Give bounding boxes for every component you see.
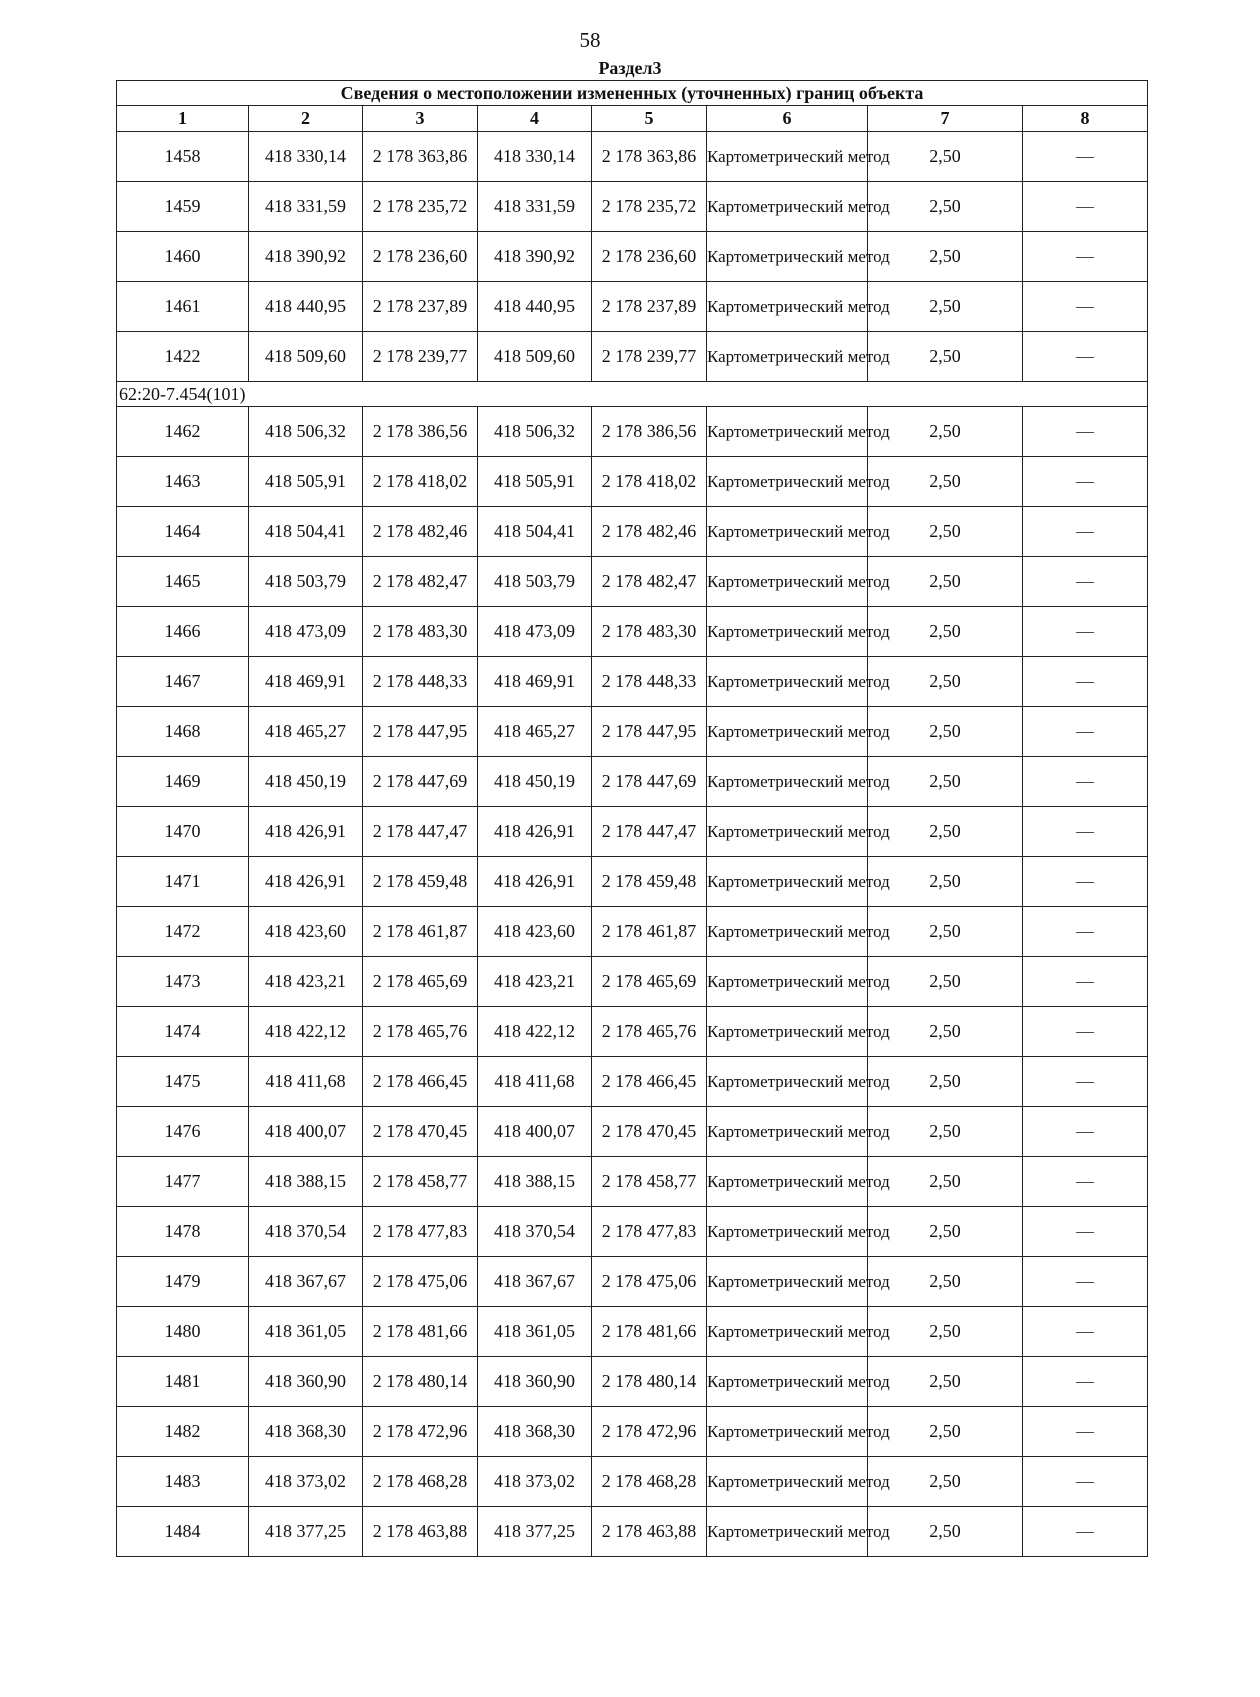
cell-point-number: 1467 — [117, 657, 249, 707]
cell-accuracy: 2,50 — [868, 332, 1023, 382]
cell-accuracy: 2,50 — [868, 1357, 1023, 1407]
cell-accuracy: 2,50 — [868, 282, 1023, 332]
cell-y-new: 2 178 481,66 — [592, 1307, 707, 1357]
table-row — [117, 707, 1148, 757]
cell-x-new: 418 390,92 — [478, 232, 592, 282]
cell-x-existing: 418 360,90 — [249, 1357, 363, 1407]
cell-description: — — [1023, 607, 1148, 657]
cell-x-existing: 418 330,14 — [249, 132, 363, 182]
cell-y-new: 2 178 480,14 — [592, 1357, 707, 1407]
table-row — [117, 507, 1148, 557]
cell-method: Картометрический метод — [707, 1307, 868, 1357]
cell-point-number: 1479 — [117, 1257, 249, 1307]
cell-point-number: 1461 — [117, 282, 249, 332]
cell-description: — — [1023, 1207, 1148, 1257]
cell-x-new: 418 400,07 — [478, 1107, 592, 1157]
table-row — [117, 132, 1148, 182]
cell-description: — — [1023, 1107, 1148, 1157]
cell-y-new: 2 178 465,76 — [592, 1007, 707, 1057]
table-row — [117, 407, 1148, 457]
cell-description: — — [1023, 1007, 1148, 1057]
cell-point-number: 1475 — [117, 1057, 249, 1107]
cell-accuracy: 2,50 — [868, 857, 1023, 907]
cell-y-new: 2 178 447,95 — [592, 707, 707, 757]
cell-accuracy: 2,50 — [868, 1157, 1023, 1207]
cell-x-new: 418 426,91 — [478, 857, 592, 907]
cell-x-new: 418 506,32 — [478, 407, 592, 457]
cell-accuracy: 2,50 — [868, 907, 1023, 957]
cell-x-new: 418 440,95 — [478, 282, 592, 332]
cell-point-number: 1422 — [117, 332, 249, 382]
cell-description: — — [1023, 757, 1148, 807]
table-row — [117, 657, 1148, 707]
cell-x-existing: 418 373,02 — [249, 1457, 363, 1507]
cell-x-existing: 418 411,68 — [249, 1057, 363, 1107]
cell-accuracy: 2,50 — [868, 1207, 1023, 1257]
cell-x-new: 418 469,91 — [478, 657, 592, 707]
cell-description: — — [1023, 907, 1148, 957]
column-number: 8 — [1023, 106, 1148, 132]
cell-x-existing: 418 331,59 — [249, 182, 363, 232]
cell-description: — — [1023, 957, 1148, 1007]
cell-point-number: 1466 — [117, 607, 249, 657]
cell-accuracy: 2,50 — [868, 1507, 1023, 1557]
table-row — [117, 182, 1148, 232]
column-number: 1 — [117, 106, 249, 132]
cell-x-new: 418 426,91 — [478, 807, 592, 857]
cell-accuracy: 2,50 — [868, 557, 1023, 607]
cell-accuracy: 2,50 — [868, 232, 1023, 282]
rows-group-b — [117, 407, 1148, 1557]
cell-x-existing: 418 505,91 — [249, 457, 363, 507]
cell-y-existing: 2 178 447,95 — [363, 707, 478, 757]
cell-description: — — [1023, 332, 1148, 382]
cell-y-existing: 2 178 239,77 — [363, 332, 478, 382]
cell-method: Картометрический метод — [707, 182, 868, 232]
cell-method: Картометрический метод — [707, 857, 868, 907]
cell-x-new: 418 360,90 — [478, 1357, 592, 1407]
cell-x-new: 418 411,68 — [478, 1057, 592, 1107]
cell-x-existing: 418 422,12 — [249, 1007, 363, 1057]
cell-point-number: 1470 — [117, 807, 249, 857]
table-row — [117, 1207, 1148, 1257]
page-number: 58 — [579, 28, 601, 52]
cell-x-new: 418 503,79 — [478, 557, 592, 607]
cell-x-new: 418 504,41 — [478, 507, 592, 557]
cell-method: Картометрический метод — [707, 1507, 868, 1557]
column-number: 4 — [478, 106, 592, 132]
cell-x-new: 418 505,91 — [478, 457, 592, 507]
cell-method: Картометрический метод — [707, 232, 868, 282]
cell-accuracy: 2,50 — [868, 657, 1023, 707]
cell-accuracy: 2,50 — [868, 407, 1023, 457]
cell-method: Картометрический метод — [707, 957, 868, 1007]
cell-x-existing: 418 367,67 — [249, 1257, 363, 1307]
cell-y-new: 2 178 477,83 — [592, 1207, 707, 1257]
cell-x-existing: 418 423,21 — [249, 957, 363, 1007]
cell-accuracy: 2,50 — [868, 957, 1023, 1007]
cell-y-existing: 2 178 236,60 — [363, 232, 478, 282]
cell-point-number: 1462 — [117, 407, 249, 457]
cell-description: — — [1023, 1057, 1148, 1107]
cell-y-existing: 2 178 482,47 — [363, 557, 478, 607]
cell-y-existing: 2 178 466,45 — [363, 1057, 478, 1107]
cell-method: Картометрический метод — [707, 1107, 868, 1157]
cell-y-existing: 2 178 448,33 — [363, 657, 478, 707]
cell-description: — — [1023, 1307, 1148, 1357]
cell-accuracy: 2,50 — [868, 1307, 1023, 1357]
cell-x-existing: 418 509,60 — [249, 332, 363, 382]
cell-x-existing: 418 440,95 — [249, 282, 363, 332]
rows-group-a — [117, 132, 1148, 382]
cell-method: Картометрический метод — [707, 907, 868, 957]
cell-method: Картометрический метод — [707, 1007, 868, 1057]
cell-description: — — [1023, 807, 1148, 857]
cell-y-new: 2 178 239,77 — [592, 332, 707, 382]
cell-x-new: 418 465,27 — [478, 707, 592, 757]
cell-point-number: 1464 — [117, 507, 249, 557]
table-caption: Сведения о местоположении измененных (уточненных) границ объекта — [117, 81, 1148, 106]
column-number: 7 — [868, 106, 1023, 132]
table-row — [117, 457, 1148, 507]
cell-x-new: 418 373,02 — [478, 1457, 592, 1507]
table-row — [117, 907, 1148, 957]
cell-x-existing: 418 450,19 — [249, 757, 363, 807]
table-row — [117, 857, 1148, 907]
cell-method: Картометрический метод — [707, 1407, 868, 1457]
cell-method: Картометрический метод — [707, 282, 868, 332]
cell-y-existing: 2 178 418,02 — [363, 457, 478, 507]
cell-x-new: 418 450,19 — [478, 757, 592, 807]
cell-x-existing: 418 504,41 — [249, 507, 363, 557]
cell-y-existing: 2 178 468,28 — [363, 1457, 478, 1507]
cell-y-new: 2 178 466,45 — [592, 1057, 707, 1107]
cell-y-existing: 2 178 470,45 — [363, 1107, 478, 1157]
cell-y-existing: 2 178 459,48 — [363, 857, 478, 907]
cell-point-number: 1482 — [117, 1407, 249, 1457]
table-row — [117, 1407, 1148, 1457]
cell-y-existing: 2 178 447,69 — [363, 757, 478, 807]
cell-point-number: 1474 — [117, 1007, 249, 1057]
cell-y-new: 2 178 459,48 — [592, 857, 707, 907]
cell-y-new: 2 178 475,06 — [592, 1257, 707, 1307]
cell-method: Картометрический метод — [707, 332, 868, 382]
cell-y-new: 2 178 237,89 — [592, 282, 707, 332]
cell-method: Картометрический метод — [707, 507, 868, 557]
cell-description: — — [1023, 857, 1148, 907]
cell-x-new: 418 423,60 — [478, 907, 592, 957]
cell-x-new: 418 473,09 — [478, 607, 592, 657]
cell-x-new: 418 367,67 — [478, 1257, 592, 1307]
cell-accuracy: 2,50 — [868, 1057, 1023, 1107]
cell-y-new: 2 178 483,30 — [592, 607, 707, 657]
table-row — [117, 957, 1148, 1007]
cell-point-number: 1469 — [117, 757, 249, 807]
table-row — [117, 1007, 1148, 1057]
cell-method: Картометрический метод — [707, 757, 868, 807]
cell-description: — — [1023, 507, 1148, 557]
cell-accuracy: 2,50 — [868, 707, 1023, 757]
cell-description: — — [1023, 557, 1148, 607]
cell-x-existing: 418 370,54 — [249, 1207, 363, 1257]
cell-point-number: 1481 — [117, 1357, 249, 1407]
cell-y-new: 2 178 468,28 — [592, 1457, 707, 1507]
cell-point-number: 1473 — [117, 957, 249, 1007]
cell-x-new: 418 330,14 — [478, 132, 592, 182]
table-row — [117, 1057, 1148, 1107]
cell-point-number: 1465 — [117, 557, 249, 607]
column-number: 3 — [363, 106, 478, 132]
cell-description: — — [1023, 132, 1148, 182]
cell-description: — — [1023, 232, 1148, 282]
cell-x-new: 418 331,59 — [478, 182, 592, 232]
cell-y-existing: 2 178 458,77 — [363, 1157, 478, 1207]
cell-y-existing: 2 178 472,96 — [363, 1407, 478, 1457]
cell-y-new: 2 178 463,88 — [592, 1507, 707, 1557]
boundary-coordinates-table — [116, 80, 1148, 1557]
cell-y-new: 2 178 458,77 — [592, 1157, 707, 1207]
cell-y-existing: 2 178 481,66 — [363, 1307, 478, 1357]
cell-y-new: 2 178 470,45 — [592, 1107, 707, 1157]
cell-method: Картометрический метод — [707, 457, 868, 507]
cell-accuracy: 2,50 — [868, 807, 1023, 857]
table-row — [117, 332, 1148, 382]
cell-y-new: 2 178 447,69 — [592, 757, 707, 807]
cell-method: Картометрический метод — [707, 607, 868, 657]
cell-x-new: 418 361,05 — [478, 1307, 592, 1357]
cell-point-number: 1484 — [117, 1507, 249, 1557]
cell-accuracy: 2,50 — [868, 1107, 1023, 1157]
cell-method: Картометрический метод — [707, 657, 868, 707]
cell-y-existing: 2 178 461,87 — [363, 907, 478, 957]
cell-y-existing: 2 178 237,89 — [363, 282, 478, 332]
cell-point-number: 1472 — [117, 907, 249, 957]
cell-y-existing: 2 178 465,69 — [363, 957, 478, 1007]
cell-accuracy: 2,50 — [868, 457, 1023, 507]
table-row — [117, 1357, 1148, 1407]
cell-x-new: 418 509,60 — [478, 332, 592, 382]
cell-y-new: 2 178 235,72 — [592, 182, 707, 232]
cell-point-number: 1459 — [117, 182, 249, 232]
cell-accuracy: 2,50 — [868, 507, 1023, 557]
cell-y-existing: 2 178 483,30 — [363, 607, 478, 657]
cell-x-existing: 418 400,07 — [249, 1107, 363, 1157]
cell-x-existing: 418 506,32 — [249, 407, 363, 457]
cell-description: — — [1023, 407, 1148, 457]
cell-accuracy: 2,50 — [868, 1457, 1023, 1507]
cell-accuracy: 2,50 — [868, 607, 1023, 657]
cell-point-number: 1471 — [117, 857, 249, 907]
cell-y-new: 2 178 482,46 — [592, 507, 707, 557]
table-row — [117, 557, 1148, 607]
section-title: Раздел3 — [598, 58, 662, 78]
cell-x-existing: 418 377,25 — [249, 1507, 363, 1557]
cell-y-existing: 2 178 465,76 — [363, 1007, 478, 1057]
cell-point-number: 1458 — [117, 132, 249, 182]
cell-accuracy: 2,50 — [868, 1007, 1023, 1057]
cell-y-new: 2 178 447,47 — [592, 807, 707, 857]
cell-method: Картометрический метод — [707, 707, 868, 757]
cell-x-existing: 418 361,05 — [249, 1307, 363, 1357]
cell-y-existing: 2 178 475,06 — [363, 1257, 478, 1307]
cell-method: Картометрический метод — [707, 1207, 868, 1257]
cell-description: — — [1023, 1257, 1148, 1307]
cell-y-new: 2 178 465,69 — [592, 957, 707, 1007]
table-row — [117, 1457, 1148, 1507]
cell-x-existing: 418 503,79 — [249, 557, 363, 607]
cell-y-new: 2 178 363,86 — [592, 132, 707, 182]
cell-x-new: 418 368,30 — [478, 1407, 592, 1457]
cell-description: — — [1023, 1507, 1148, 1557]
column-number: 2 — [249, 106, 363, 132]
cell-y-existing: 2 178 482,46 — [363, 507, 478, 557]
cell-x-new: 418 370,54 — [478, 1207, 592, 1257]
cell-method: Картометрический метод — [707, 1357, 868, 1407]
table-row — [117, 1157, 1148, 1207]
table-row — [117, 1507, 1148, 1557]
table-row — [117, 607, 1148, 657]
column-number: 5 — [592, 106, 707, 132]
cell-point-number: 1468 — [117, 707, 249, 757]
column-number: 6 — [707, 106, 868, 132]
cell-accuracy: 2,50 — [868, 1257, 1023, 1307]
cell-point-number: 1480 — [117, 1307, 249, 1357]
cell-y-new: 2 178 386,56 — [592, 407, 707, 457]
cell-x-existing: 418 390,92 — [249, 232, 363, 282]
cell-point-number: 1463 — [117, 457, 249, 507]
cell-method: Картометрический метод — [707, 1457, 868, 1507]
cell-point-number: 1478 — [117, 1207, 249, 1257]
cell-y-existing: 2 178 447,47 — [363, 807, 478, 857]
cell-y-new: 2 178 418,02 — [592, 457, 707, 507]
cell-method: Картометрический метод — [707, 557, 868, 607]
cell-x-new: 418 388,15 — [478, 1157, 592, 1207]
cell-description: — — [1023, 707, 1148, 757]
cell-method: Картометрический метод — [707, 1057, 868, 1107]
cell-method: Картометрический метод — [707, 132, 868, 182]
cell-accuracy: 2,50 — [868, 132, 1023, 182]
table-row — [117, 1107, 1148, 1157]
cell-method: Картометрический метод — [707, 1157, 868, 1207]
cell-y-new: 2 178 472,96 — [592, 1407, 707, 1457]
table-row — [117, 1307, 1148, 1357]
cell-point-number: 1477 — [117, 1157, 249, 1207]
table-row — [117, 1257, 1148, 1307]
cell-y-new: 2 178 482,47 — [592, 557, 707, 607]
cell-description: — — [1023, 1357, 1148, 1407]
cell-description: — — [1023, 657, 1148, 707]
cell-x-existing: 418 473,09 — [249, 607, 363, 657]
column-number-row — [117, 106, 1148, 132]
cell-point-number: 1483 — [117, 1457, 249, 1507]
cell-y-new: 2 178 236,60 — [592, 232, 707, 282]
cell-description: — — [1023, 1457, 1148, 1507]
cell-method: Картометрический метод — [707, 807, 868, 857]
cell-x-existing: 418 465,27 — [249, 707, 363, 757]
cell-method: Картометрический метод — [707, 1257, 868, 1307]
cell-description: — — [1023, 282, 1148, 332]
cell-y-existing: 2 178 463,88 — [363, 1507, 478, 1557]
cell-x-existing: 418 469,91 — [249, 657, 363, 707]
cell-method: Картометрический метод — [707, 407, 868, 457]
cell-description: — — [1023, 457, 1148, 507]
cell-x-new: 418 377,25 — [478, 1507, 592, 1557]
cell-description: — — [1023, 1407, 1148, 1457]
cell-accuracy: 2,50 — [868, 182, 1023, 232]
table-row — [117, 807, 1148, 857]
cell-y-existing: 2 178 363,86 — [363, 132, 478, 182]
cell-accuracy: 2,50 — [868, 757, 1023, 807]
cell-description: — — [1023, 182, 1148, 232]
cell-x-new: 418 422,12 — [478, 1007, 592, 1057]
cell-point-number: 1460 — [117, 232, 249, 282]
cell-y-existing: 2 178 477,83 — [363, 1207, 478, 1257]
cell-y-existing: 2 178 235,72 — [363, 182, 478, 232]
cell-y-new: 2 178 448,33 — [592, 657, 707, 707]
table-row — [117, 282, 1148, 332]
cell-x-existing: 418 426,91 — [249, 807, 363, 857]
cell-x-new: 418 423,21 — [478, 957, 592, 1007]
table-row — [117, 232, 1148, 282]
cell-point-number: 1476 — [117, 1107, 249, 1157]
cell-x-existing: 418 368,30 — [249, 1407, 363, 1457]
cell-y-existing: 2 178 386,56 — [363, 407, 478, 457]
group-row — [117, 382, 1148, 407]
cell-accuracy: 2,50 — [868, 1407, 1023, 1457]
cell-y-existing: 2 178 480,14 — [363, 1357, 478, 1407]
cell-y-new: 2 178 461,87 — [592, 907, 707, 957]
cell-x-existing: 418 426,91 — [249, 857, 363, 907]
cell-x-existing: 418 388,15 — [249, 1157, 363, 1207]
cell-x-existing: 418 423,60 — [249, 907, 363, 957]
table-row — [117, 757, 1148, 807]
cell-description: — — [1023, 1157, 1148, 1207]
group-label: 62:20-7.454(101) — [117, 382, 1148, 407]
